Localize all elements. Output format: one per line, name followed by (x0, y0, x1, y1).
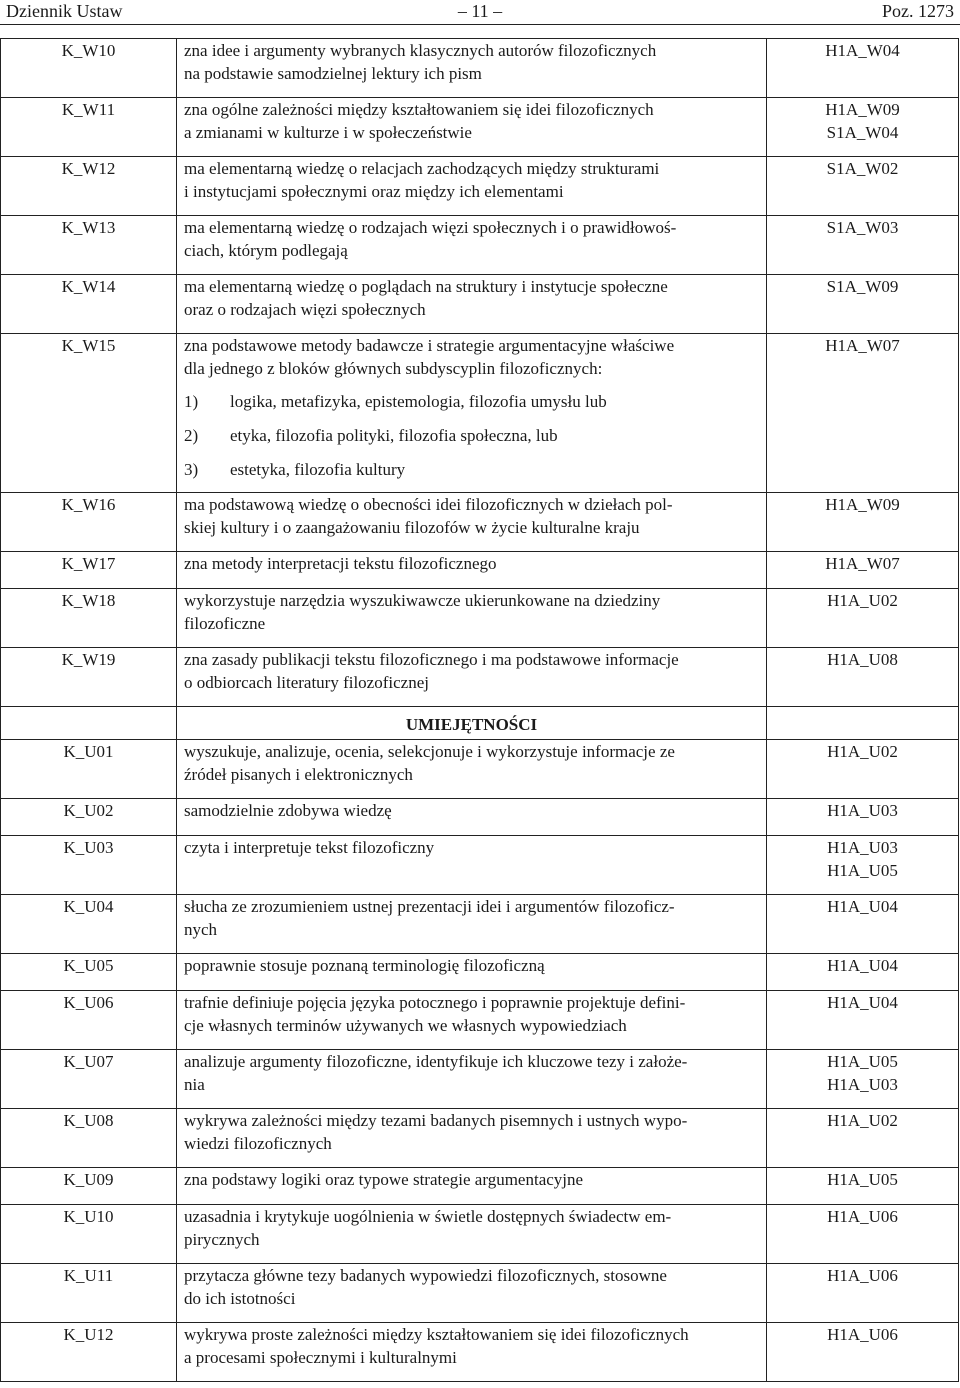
description-line: zna metody interpretacji tekstu filozoficznego (184, 554, 497, 573)
outcome-code: K_U03 (1, 836, 177, 895)
description-line: nia (184, 1075, 205, 1094)
table-row (1, 1323, 959, 1382)
outcome-code: K_U01 (1, 740, 177, 799)
description-line: pirycznych (184, 1230, 260, 1249)
area-effect-code: H1A_U05 (827, 861, 898, 880)
outcome-code: K_U07 (1, 1050, 177, 1109)
area-effect-codes (767, 799, 959, 836)
outcome-code: K_W18 (1, 589, 177, 648)
description-lines (184, 216, 760, 262)
outcome-description (177, 1264, 767, 1323)
area-effect-codes (767, 991, 959, 1050)
section-empty-cell (1, 707, 177, 740)
area-effect-code: H1A_W09 (825, 495, 900, 514)
description-line: ma elementarną wiedzę o rodzajach więzi społecznych i o prawidłowoś- (184, 218, 677, 237)
outcome-description (177, 275, 767, 334)
table-row (1, 275, 959, 334)
sub-list-number: 1) (184, 392, 199, 411)
outcome-description (177, 740, 767, 799)
description-line: wyszukuje, analizuje, ocenia, selekcjonuje i wykorzystuje informacje ze (184, 742, 675, 761)
table-row (1, 1264, 959, 1323)
table-row (1, 98, 959, 157)
table-row (1, 1168, 959, 1205)
area-effect-code: H1A_U03 (827, 1075, 898, 1094)
description-line: cje własnych terminów używanych we własnych wypowiedziach (184, 1016, 627, 1035)
description-line: wykrywa proste zależności między kształtowaniem się idei filozoficznych (184, 1325, 689, 1344)
area-effect-code: H1A_U05 (827, 1052, 898, 1071)
outcome-code: K_W19 (1, 648, 177, 707)
table-row (1, 954, 959, 991)
description-line: analizuje argumenty filozoficzne, identyfikuje ich kluczowe tezy i założe- (184, 1052, 688, 1071)
description-line: ma podstawową wiedzę o obecności idei filozoficznych w dziełach pol- (184, 495, 673, 514)
sub-list-item (184, 458, 760, 492)
sub-list-number: 3) (184, 460, 199, 479)
table-row (1, 39, 959, 98)
area-effect-code: H1A_U05 (827, 1170, 898, 1189)
outcome-code: K_W10 (1, 39, 177, 98)
table-row (1, 740, 959, 799)
page-number: – 11 – (457, 1, 503, 21)
sub-list-text: logika, metafizyka, epistemologia, filozofia umysłu lub (230, 392, 607, 411)
outcome-description (177, 216, 767, 275)
section-empty-cell (767, 707, 959, 740)
area-effect-code: S1A_W09 (826, 277, 899, 296)
table-row (1, 493, 959, 552)
description-line: poprawnie stosuje poznaną terminologię filozoficzną (184, 956, 545, 975)
description-line: trafnie definiuje pojęcia języka potocznego i poprawnie projektuje defini- (184, 993, 686, 1012)
outcome-code: K_U10 (1, 1205, 177, 1264)
area-effect-code: H1A_U06 (827, 1207, 898, 1226)
area-effect-codes (767, 157, 959, 216)
outcome-code: K_W12 (1, 157, 177, 216)
outcome-code: K_U05 (1, 954, 177, 991)
sub-list-item (184, 390, 760, 424)
description-lines (184, 648, 760, 694)
outcome-code: K_U04 (1, 895, 177, 954)
area-effect-codes (767, 1109, 959, 1168)
description-lines (184, 1264, 760, 1310)
section-row (1, 707, 959, 740)
area-effect-code: S1A_W02 (826, 159, 899, 178)
outcome-description (177, 552, 767, 589)
area-effect-code: S1A_W03 (826, 218, 899, 237)
description-line: a procesami społecznymi i kulturalnymi (184, 1348, 457, 1367)
description-lines (184, 39, 760, 85)
area-effect-code: H1A_U03 (827, 838, 898, 857)
description-lines (184, 991, 760, 1037)
area-effect-codes (767, 334, 959, 493)
outcome-code: K_W13 (1, 216, 177, 275)
sub-list (184, 390, 760, 492)
outcome-code: K_U11 (1, 1264, 177, 1323)
area-effect-code: H1A_U02 (827, 591, 898, 610)
area-effect-codes (767, 1205, 959, 1264)
description-line: zna zasady publikacji tekstu filozoficznego i ma podstawowe informacje (184, 650, 679, 669)
outcome-description (177, 1109, 767, 1168)
outcome-description (177, 1050, 767, 1109)
outcome-code: K_U12 (1, 1323, 177, 1382)
area-effect-code: S1A_W04 (826, 123, 899, 142)
outcome-code: K_W15 (1, 334, 177, 493)
outcome-code: K_W17 (1, 552, 177, 589)
journal-name: Dziennik Ustaw (6, 1, 123, 21)
area-effect-code: H1A_U04 (827, 993, 898, 1012)
area-effect-code: H1A_W04 (825, 41, 900, 60)
table-row (1, 589, 959, 648)
section-title-skills: UMIEJĘTNOŚCI (177, 707, 767, 740)
description-lines (184, 895, 760, 941)
description-lines (184, 1205, 760, 1251)
area-effect-codes (767, 895, 959, 954)
sub-list-item (184, 424, 760, 458)
description-lines (184, 799, 760, 822)
outcome-description (177, 98, 767, 157)
description-lines (184, 589, 760, 635)
area-effect-code: H1A_U04 (827, 897, 898, 916)
outcome-description (177, 1168, 767, 1205)
table-row (1, 648, 959, 707)
table-row (1, 1109, 959, 1168)
description-lines (184, 954, 760, 977)
outcome-code: K_U09 (1, 1168, 177, 1205)
description-line: zna idee i argumenty wybranych klasycznych autorów filozoficznych (184, 41, 657, 60)
description-line: o odbiorcach literatury filozoficznej (184, 673, 429, 692)
description-lines (184, 334, 760, 380)
description-lines (184, 1323, 760, 1369)
description-line: wykrywa zależności między tezami badanych pisemnych i ustnych wypo- (184, 1111, 688, 1130)
table-row (1, 552, 959, 589)
sub-list-text: etyka, filozofia polityki, filozofia społeczna, lub (230, 426, 558, 445)
area-effect-codes (767, 552, 959, 589)
description-line: wiedzi filozoficznych (184, 1134, 332, 1153)
outcome-description (177, 954, 767, 991)
area-effect-codes (767, 275, 959, 334)
area-effect-codes (767, 648, 959, 707)
area-effect-code: H1A_W07 (825, 336, 900, 355)
outcome-description (177, 493, 767, 552)
area-effect-codes (767, 589, 959, 648)
table-row (1, 991, 959, 1050)
description-lines (184, 275, 760, 321)
area-effect-code: H1A_U03 (827, 801, 898, 820)
outcome-description (177, 1323, 767, 1382)
table-row (1, 799, 959, 836)
description-line: na podstawie samodzielnej lektury ich pism (184, 64, 482, 83)
outcome-description (177, 1205, 767, 1264)
area-effect-codes (767, 954, 959, 991)
description-lines (184, 493, 760, 539)
area-effect-code: H1A_U02 (827, 1111, 898, 1130)
area-effect-codes (767, 216, 959, 275)
outcome-description (177, 895, 767, 954)
table-row (1, 334, 959, 493)
outcome-code: K_W16 (1, 493, 177, 552)
table-row (1, 1205, 959, 1264)
area-effect-code: H1A_U06 (827, 1266, 898, 1285)
description-line: zna ogólne zależności między kształtowaniem się idei filozoficznych (184, 100, 654, 119)
area-effect-code: H1A_W09 (825, 100, 900, 119)
description-line: wykorzystuje narzędzia wyszukiwawcze ukierunkowane na dziedziny (184, 591, 661, 610)
learning-outcomes-table (0, 38, 959, 1382)
area-effect-codes (767, 1264, 959, 1323)
area-effect-codes (767, 836, 959, 895)
area-effect-code: H1A_U06 (827, 1325, 898, 1344)
outcome-description (177, 157, 767, 216)
description-lines (184, 1109, 760, 1155)
area-effect-codes (767, 98, 959, 157)
description-line: filozoficzne (184, 614, 266, 633)
outcome-code: K_W14 (1, 275, 177, 334)
header-rule (0, 24, 960, 25)
area-effect-codes (767, 740, 959, 799)
outcome-description (177, 836, 767, 895)
area-effect-code: H1A_U08 (827, 650, 898, 669)
area-effect-code: H1A_U04 (827, 956, 898, 975)
area-effect-code: H1A_W07 (825, 554, 900, 573)
area-effect-codes (767, 1323, 959, 1382)
description-line: ma elementarną wiedzę o relacjach zachodzących między strukturami (184, 159, 660, 178)
area-effect-codes (767, 1050, 959, 1109)
outcome-description (177, 334, 767, 493)
outcome-description (177, 39, 767, 98)
description-lines (184, 1050, 760, 1096)
description-line: skiej kultury i o zaangażowaniu filozofów w życie kulturalne kraju (184, 518, 640, 537)
sub-list-number: 2) (184, 426, 199, 445)
outcome-description (177, 648, 767, 707)
description-line: słucha ze zrozumieniem ustnej prezentacji idei i argumentów filozoficz- (184, 897, 675, 916)
table-row (1, 216, 959, 275)
outcome-code: K_U08 (1, 1109, 177, 1168)
area-effect-codes (767, 493, 959, 552)
description-line: samodzielnie zdobywa wiedzę (184, 801, 392, 820)
description-lines (184, 740, 760, 786)
outcome-description (177, 991, 767, 1050)
outcome-code: K_U06 (1, 991, 177, 1050)
description-line: źródeł pisanych i elektronicznych (184, 765, 413, 784)
description-lines (184, 98, 760, 144)
area-effect-codes (767, 39, 959, 98)
description-line: uzasadnia i krytykuje uogólnienia w świetle dostępnych świadectw em- (184, 1207, 672, 1226)
description-line: dla jednego z bloków głównych subdyscyplin filozoficznych: (184, 359, 603, 378)
description-line: czyta i interpretuje tekst filozoficzny (184, 838, 435, 857)
description-line: zna podstawowe metody badawcze i strategie argumentacyjne właściwe (184, 336, 675, 355)
description-lines (184, 157, 760, 203)
position-number: Poz. 1273 (882, 1, 954, 21)
description-lines (184, 836, 760, 859)
description-line: i instytucjami społecznymi oraz między ich elementami (184, 182, 564, 201)
table-row (1, 836, 959, 895)
page-header (0, 0, 960, 26)
description-line: a zmianami w kulturze i w społeczeństwie (184, 123, 472, 142)
description-lines (184, 1168, 760, 1191)
description-line: ciach, którym podlegają (184, 241, 348, 260)
outcome-description (177, 589, 767, 648)
table-row (1, 895, 959, 954)
sub-list-text: estetyka, filozofia kultury (230, 460, 406, 479)
description-lines (184, 552, 760, 575)
area-effect-codes (767, 1168, 959, 1205)
outcome-code: K_W11 (1, 98, 177, 157)
outcome-code: K_U02 (1, 799, 177, 836)
description-line: do ich istotności (184, 1289, 296, 1308)
description-line: ma elementarną wiedzę o poglądach na struktury i instytucje społeczne (184, 277, 668, 296)
table-row (1, 1050, 959, 1109)
description-line: oraz o rodzajach więzi społecznych (184, 300, 426, 319)
outcome-description (177, 799, 767, 836)
table-row (1, 157, 959, 216)
description-line: nych (184, 920, 218, 939)
area-effect-code: H1A_U02 (827, 742, 898, 761)
description-line: przytacza główne tezy badanych wypowiedzi filozoficznych, stosowne (184, 1266, 667, 1285)
description-line: zna podstawy logiki oraz typowe strategie argumentacyjne (184, 1170, 584, 1189)
